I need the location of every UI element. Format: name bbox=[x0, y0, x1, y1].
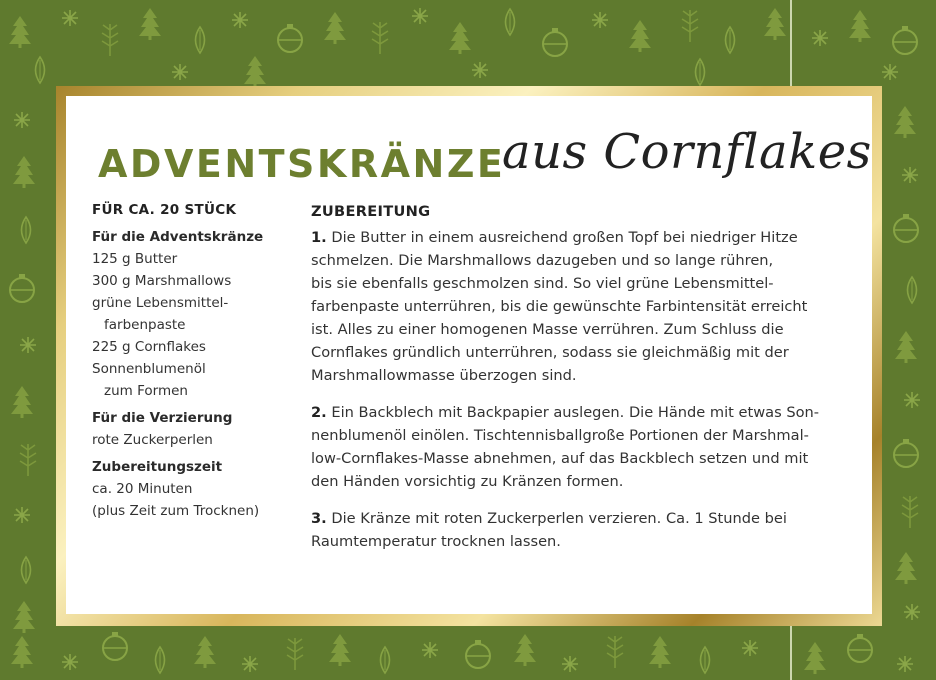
decoration-heading: Für die Verzierung bbox=[92, 410, 233, 426]
recipe-title bbox=[98, 114, 872, 204]
ingredient-item: farbenpaste bbox=[104, 317, 186, 333]
wreath-heading: Für die Adventskränze bbox=[92, 229, 264, 245]
time-heading: Zubereitungszeit bbox=[92, 459, 223, 475]
step-text: Die Butter in einem ausreichend großen Topf bei niedriger Hitze bbox=[326, 229, 798, 246]
step-text: Ein Backblech mit Backpapier auslegen. Die Hände mit etwas Son- bbox=[326, 404, 820, 421]
step-text: low-Cornflakes-Masse abnehmen, auf das Backblech setzen und mit bbox=[311, 450, 809, 467]
ingredient-item: 225 g Cornflakes bbox=[92, 339, 206, 355]
step-number: 2. bbox=[311, 404, 327, 421]
step-text: Die Kränze mit roten Zuckerperlen verzieren. Ca. 1 Stunde bei bbox=[326, 510, 787, 527]
time-item: (plus Zeit zum Trocknen) bbox=[92, 503, 260, 519]
time-item: ca. 20 Minuten bbox=[92, 481, 193, 497]
title-script: aus Cornflakes bbox=[502, 124, 872, 180]
step-text: Marshmallowmasse überzogen sind. bbox=[311, 367, 577, 384]
preparation-step-2 bbox=[311, 401, 861, 493]
preparation-column bbox=[311, 200, 861, 567]
ingredient-item: Sonnenblumenöl bbox=[92, 361, 206, 377]
step-text: den Händen vorsichtig zu Kränzen formen. bbox=[311, 473, 624, 490]
ingredient-item: grüne Lebensmittel- bbox=[92, 295, 229, 311]
preparation-heading: ZUBEREITUNG bbox=[311, 203, 431, 220]
ingredient-item: rote Zuckerperlen bbox=[92, 432, 213, 448]
ingredient-item: zum Formen bbox=[104, 383, 188, 399]
step-text: ist. Alles zu einer homogenen Masse verrühren. Zum Schluss die bbox=[311, 321, 784, 338]
step-text: bis sie ebenfalls geschmolzen sind. So viel grüne Lebensmittel- bbox=[311, 275, 774, 292]
step-number: 1. bbox=[311, 229, 327, 246]
step-text: farbenpaste unterrühren, bis die gewünschte Farbintensität erreicht bbox=[311, 298, 808, 315]
ingredient-item: 300 g Marshmallows bbox=[92, 273, 232, 289]
ingredients-column bbox=[92, 199, 302, 522]
recipe-card bbox=[66, 96, 872, 614]
step-number: 3. bbox=[311, 510, 327, 527]
step-text: nenblumenöl einölen. Tischtennisballgroße Portionen der Marshmal- bbox=[311, 427, 809, 444]
title-main: ADVENTSKRÄNZE bbox=[98, 142, 506, 186]
yield-heading: FÜR CA. 20 STÜCK bbox=[92, 202, 237, 218]
step-text: schmelzen. Die Marshmallows dazugeben und so lange rühren, bbox=[311, 252, 774, 269]
preparation-step-1 bbox=[311, 226, 861, 387]
ingredient-item: 125 g Butter bbox=[92, 251, 178, 267]
step-text: Raumtemperatur trocknen lassen. bbox=[311, 533, 561, 550]
step-text: Cornflakes gründlich unterrühren, sodass sie gleichmäßig mit der bbox=[311, 344, 789, 361]
preparation-step-3 bbox=[311, 507, 861, 553]
